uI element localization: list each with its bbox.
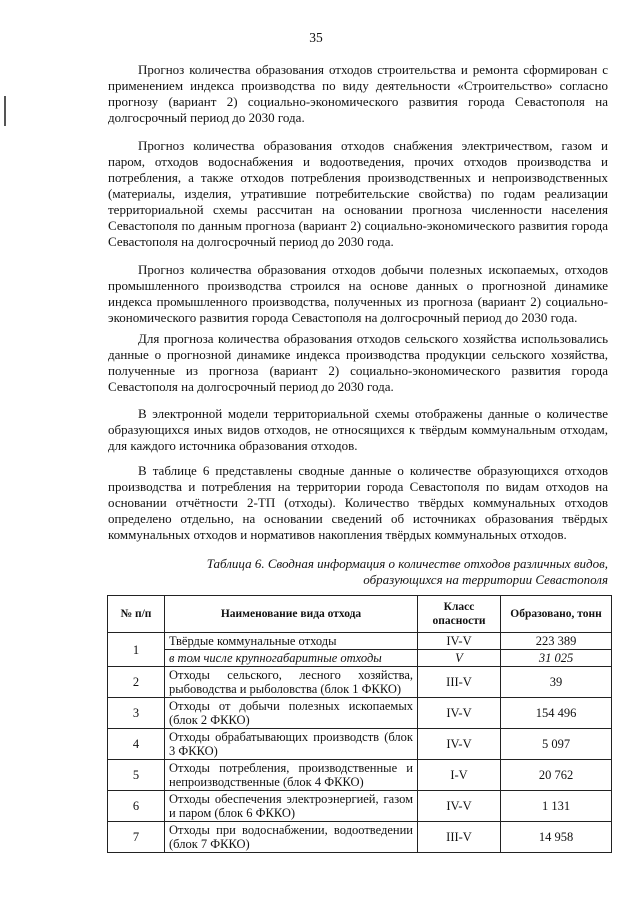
waste-name: Отходы обеспечения электроэнергией, газом и паром (блок 6 ФККО) (165, 791, 418, 822)
table-row (108, 822, 612, 853)
waste-name: Отходы сельского, лесного хозяйства, рыбоводства и рыболовства (блок 1 ФККО) (165, 667, 418, 698)
table-row (108, 650, 612, 667)
amount: 20 762 (501, 760, 612, 791)
hazard-class: IV-V (418, 698, 501, 729)
waste-name: Отходы обрабатывающих производств (блок 3 ФККО) (165, 729, 418, 760)
header-hazard-class-line1: Класс (443, 601, 475, 613)
margin-scan-mark (4, 96, 6, 126)
waste-name: Отходы от добычи полезных ископаемых (блок 2 ФККО) (165, 698, 418, 729)
row-number: 1 (108, 633, 165, 667)
row-number: 4 (108, 729, 165, 760)
hazard-class: IV-V (418, 633, 501, 650)
table-caption-line1: Таблица 6. Сводная информация о количестве отходов различных видов, (206, 556, 608, 571)
hazard-class: III-V (418, 822, 501, 853)
table-row (108, 698, 612, 729)
hazard-class: III-V (418, 667, 501, 698)
hazard-class: I-V (418, 760, 501, 791)
waste-name: Отходы потребления, производственные и непроизводственные (блок 4 ФККО) (165, 760, 418, 791)
amount: 154 496 (501, 698, 612, 729)
amount: 31 025 (501, 650, 612, 667)
paragraph-mining-waste: Прогноз количества образования отходов добычи полезных ископаемых, отходов промышленного производства строился на основе данных о прогнозной динамике индекса промышленного производства, полученных из прогноза (вариант 2) социально-экономического развития города Севастополя на долгосрочный период до 2030 года. (108, 262, 608, 325)
hazard-class: V (418, 650, 501, 667)
row-number: 7 (108, 822, 165, 853)
amount: 39 (501, 667, 612, 698)
table-caption-line2: образующихся на территории Севастополя (363, 572, 608, 587)
hazard-class: IV-V (418, 791, 501, 822)
table-row (108, 667, 612, 698)
amount: 14 958 (501, 822, 612, 853)
page-number: 35 (309, 30, 323, 45)
waste-summary-table (107, 595, 612, 853)
row-number: 3 (108, 698, 165, 729)
table-header-row (108, 596, 612, 633)
paragraph-agriculture-waste: Для прогноза количества образования отходов сельского хозяйства использовались данные о прогнозной динамике индекса производства продукции сельского хозяйства, полученные из прогноза (вариант 2) социально-экономического развития города Севастополя на долгосрочный период до 2030 года. (108, 331, 608, 394)
paragraph-utilities-waste: Прогноз количества образования отходов снабжения электричеством, газом и паром, отходов водоснабжения и водоотведения, прочих отходов производства и потребления, а также отходов потребления производственных и непроизводственных (материалы, изделия, утратившие потребительские свойства) по годам реализации территориальной схемы рассчитан на основании прогноза численности населения Севастополя по данным прогноза (вариант 2) социально-экономического развития города Севастополя на долгосрочный период до 2030 года. (108, 138, 608, 249)
paragraph-electronic-model: В электронной модели территориальной схемы отображены данные о количестве образующихся иных видов отходов, не относящихся к твёрдым коммунальным отходам, для каждого источника образования отходов. (108, 406, 608, 453)
table-row (108, 633, 612, 650)
table-row (108, 760, 612, 791)
header-hazard-class (418, 596, 501, 633)
table-row (108, 729, 612, 760)
waste-name: Твёрдые коммунальные отходы (165, 633, 418, 650)
amount: 223 389 (501, 633, 612, 650)
row-number: 2 (108, 667, 165, 698)
table-row (108, 791, 612, 822)
header-amount: Образовано, тонн (501, 596, 612, 633)
paragraph-construction-waste: Прогноз количества образования отходов строительства и ремонта сформирован с применением индекса производства по виду деятельности «Строительство» согласно прогнозу (вариант 2) социально-экономического развития города Севастополя на долгосрочный период до 2030 года. (108, 62, 608, 125)
waste-name: Отходы при водоснабжении, водоотведении (блок 7 ФККО) (165, 822, 418, 853)
amount: 5 097 (501, 729, 612, 760)
hazard-class: IV-V (418, 729, 501, 760)
header-waste-name: Наименование вида отхода (165, 596, 418, 633)
row-number: 6 (108, 791, 165, 822)
header-number: № п/п (108, 596, 165, 633)
paragraph-table-intro: В таблице 6 представлены сводные данные о количестве образующихся отходов производства и потребления на территории города Севастополя по видам отходов на основании отчётности 2-ТП (отходы). Количество твёрдых коммунальных отходов определено отдельно, на основании сведений об источниках образования твёрдых коммунальных отходов и нормативов накопления твёрдых коммунальных отходов. (108, 463, 608, 542)
row-number: 5 (108, 760, 165, 791)
amount: 1 131 (501, 791, 612, 822)
table-caption (190, 556, 608, 588)
waste-name: в том числе крупногабаритные отходы (165, 650, 418, 667)
header-hazard-class-line2: опасности (432, 615, 486, 627)
